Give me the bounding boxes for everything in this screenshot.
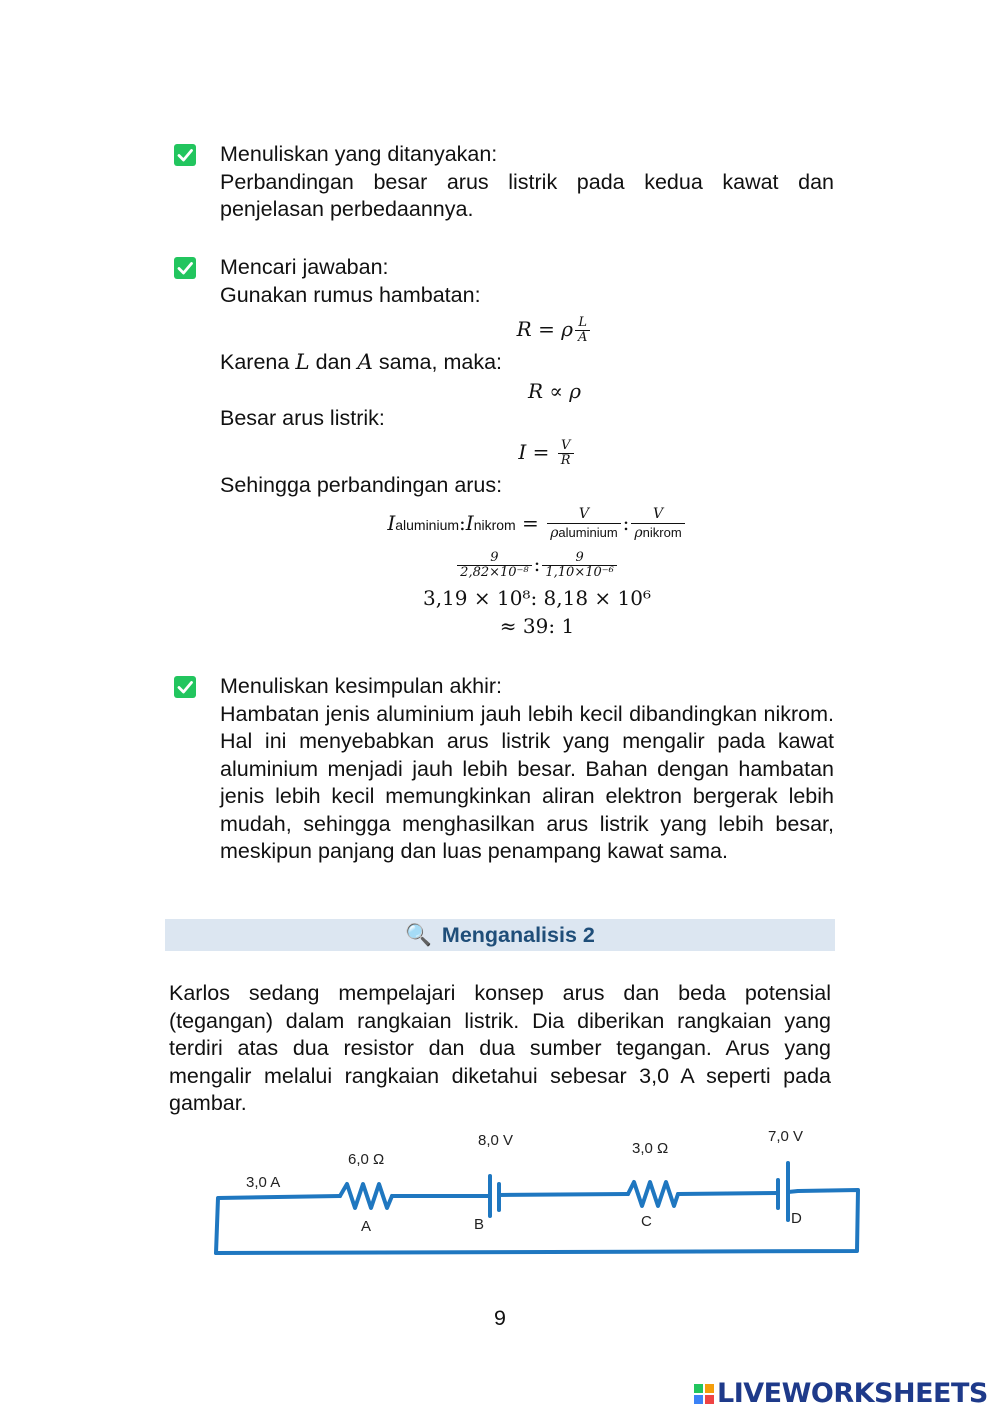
- equation-values: $\frac{9}{\text{2,82×10⁻⁸}}$ : $\frac{9}{\text{1,10×10⁻⁶}}$: [220, 544, 834, 584]
- eq-lhs: I =: [518, 440, 556, 464]
- point-d-label: D: [791, 1210, 802, 1227]
- wire-bottom: [216, 1190, 858, 1253]
- ratio-intro: Sehingga perbandingan arus:: [220, 473, 503, 497]
- eq-equals: =: [515, 510, 546, 535]
- checkbox-checked-icon[interactable]: [174, 676, 196, 698]
- resistor-2: [628, 1182, 678, 1206]
- point-c-label: C: [641, 1213, 652, 1230]
- eq-den: A: [575, 330, 590, 345]
- brand-logo[interactable]: [693, 1378, 988, 1409]
- eq-den: 1,10×10⁻⁶: [542, 565, 616, 580]
- step-heading: Menuliskan yang ditanyakan:: [220, 142, 498, 166]
- eq-sub: aluminium: [395, 516, 460, 533]
- wire-left: [216, 1196, 340, 1253]
- condition-mid: dan: [309, 350, 358, 374]
- eq-sub: nikrom: [473, 516, 516, 533]
- eq-sub: aluminium: [558, 525, 618, 540]
- eq-den: [631, 523, 684, 542]
- equation-resistance: [220, 309, 834, 349]
- equation-proportional: R ∝ ρ: [527, 378, 582, 403]
- problem-paragraph: Karlos sedang mempelajari konsep arus dan beda potensial (tegangan) dalam rangkaian listrik. Dia diberikan rangkaian yang terdiri atas dua resistor dan dua sumber tegangan. Arus yang mengalir melalui rangkaian diketahui sebesar 3,0 A seperti pada gambar.: [169, 981, 831, 1115]
- condition-text: [220, 349, 834, 377]
- eq-num: V: [560, 438, 571, 453]
- page-number: 9: [494, 1306, 506, 1330]
- condition-post: sama, maka:: [372, 350, 502, 374]
- step-conclusion: [174, 673, 834, 866]
- battery-2-label: 7,0 V: [768, 1128, 804, 1145]
- step-heading: Mencari jawaban:: [220, 255, 389, 279]
- eq-colon: :: [459, 510, 466, 535]
- eq-num: 9: [575, 549, 584, 565]
- equation-current: [220, 432, 834, 472]
- battery-1-label: 8,0 V: [478, 1132, 514, 1149]
- point-b-label: B: [474, 1216, 485, 1233]
- checkbox-checked-icon[interactable]: [174, 144, 196, 166]
- eq-sub: nikrom: [642, 525, 682, 540]
- eq-den: 2,82×10⁻⁸: [457, 565, 531, 580]
- step-answer: [174, 254, 834, 640]
- eq-den: R: [558, 453, 574, 468]
- step-asked: [174, 141, 834, 224]
- eq-num: 9: [490, 549, 499, 565]
- step-text: Perbandingan besar arus listrik pada kedua kawat dan penjelasan perbedaannya.: [220, 169, 834, 221]
- resistor-1: [340, 1184, 392, 1208]
- current-intro: Besar arus listrik:: [220, 405, 385, 430]
- section-title: Menganalisis 2: [441, 922, 595, 947]
- eq-i: I: [465, 510, 474, 535]
- section-header: [165, 919, 835, 951]
- brand-icon: [693, 1383, 715, 1405]
- wire-r2-b2: [678, 1193, 778, 1194]
- checkbox-checked-icon[interactable]: [174, 257, 196, 279]
- equation-result: 3,19 × 10⁸: 8,18 × 10⁶: [422, 585, 652, 610]
- point-a-label: A: [361, 1218, 372, 1235]
- eq-num: V: [578, 506, 589, 522]
- condition-pre: Karena: [220, 350, 296, 374]
- magnifier-icon: 🔍: [405, 922, 432, 947]
- formula-intro: Gunakan rumus hambatan:: [220, 282, 481, 307]
- wire-b1-r2: [499, 1194, 628, 1195]
- circuit-diagram: [200, 1120, 870, 1265]
- current-label: 3,0 A: [246, 1174, 281, 1191]
- brand-name: LIVEWORKSHEETS: [717, 1378, 988, 1409]
- eq-rho: ρ: [550, 525, 559, 541]
- resistor-1-label: 6,0 Ω: [348, 1151, 385, 1168]
- step-text: Hambatan jenis aluminium jauh lebih kecil dibandingkan nikrom. Hal ini menyebabkan arus listrik yang mengalir pada kawat aluminium menjadi jauh lebih besar. Bahan dengan hambatan jenis lebih kecil memungkinkan aliran elektron bergerak lebih mudah, sehingga menghasilkan arus listrik yang lebih besar, meskipun panjang dan luas penampang kawat sama.: [220, 701, 834, 863]
- eq-i: I: [387, 510, 396, 535]
- eq-num: L: [578, 315, 587, 330]
- equation-approx: ≈ 39: 1: [499, 613, 575, 638]
- eq-colon: :: [622, 510, 630, 535]
- var-A: A: [357, 350, 373, 375]
- step-heading: Menuliskan kesimpulan akhir:: [220, 674, 503, 698]
- eq-rho: ρ: [634, 525, 643, 541]
- wire-b2-right: [788, 1191, 798, 1192]
- eq-num: V: [652, 506, 664, 522]
- var-L: L: [295, 350, 310, 375]
- resistor-2-label: 3,0 Ω: [632, 1140, 669, 1157]
- eq-lhs: R = ρ: [516, 317, 573, 341]
- eq-den: [547, 523, 620, 542]
- equation-ratio: [220, 502, 834, 544]
